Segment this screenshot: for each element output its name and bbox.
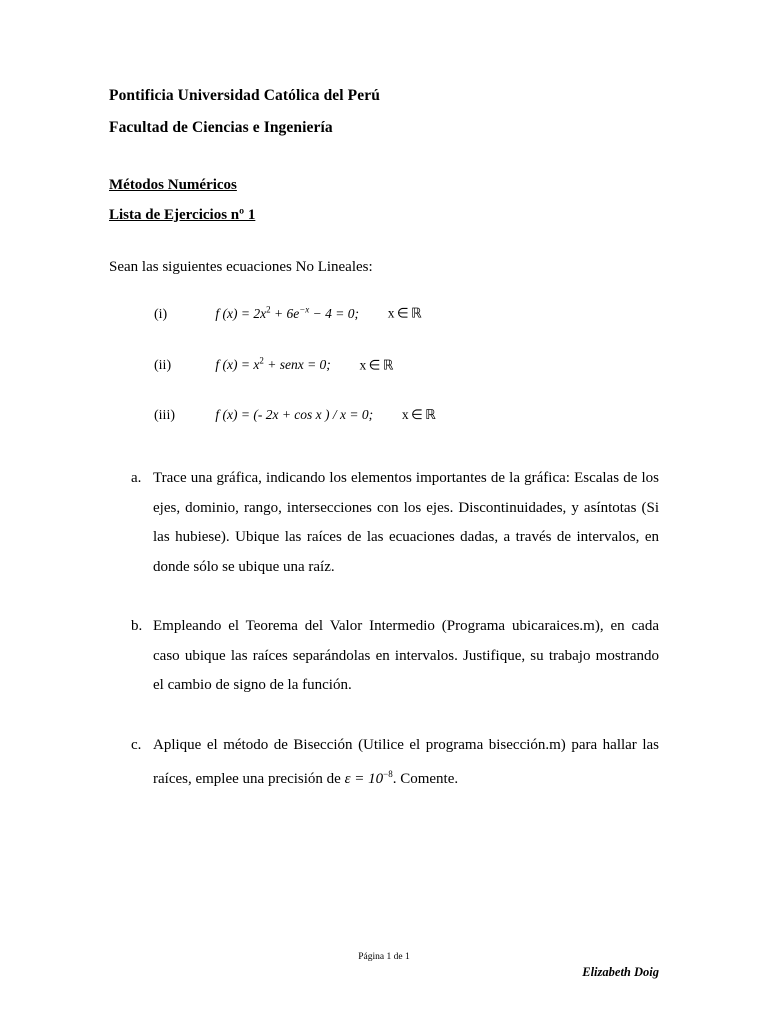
task-list (109, 464, 659, 795)
document-body (109, 80, 659, 825)
equation-expression: f $(x) = x^2$ + senx = 0; (215, 355, 331, 372)
university-name: Pontificia Universidad Católica del Perú (109, 87, 380, 104)
task-text: Empleando el Teorema del Valor Intermedio (Programa ubicaraices.m), en cada caso ubique las raíces separándolas en intervalos. Justifique, su trabajo mostrando el cambio de signo de la función. (153, 618, 659, 693)
faculty-name: Facultad de Ciencias e Ingeniería (109, 119, 333, 136)
assignment-title-line (109, 200, 659, 230)
equation-row (154, 407, 659, 424)
precision-exponent: −8 (383, 769, 393, 779)
task-text (153, 731, 659, 795)
equation-domain: x ∈ ℝ (401, 407, 436, 422)
equation-domain: x ∈ ℝ (359, 357, 393, 372)
assignment-title: Lista de Ejercicios nº 1 (109, 207, 256, 223)
equation-list (154, 304, 659, 424)
intro-paragraph: Sean las siguientes ecuaciones No Lineales: (109, 259, 373, 275)
task-marker: c. (131, 736, 142, 753)
equation-label: (iii) (154, 408, 175, 423)
task-item-c (109, 731, 659, 795)
equation-domain: x ∈ ℝ (387, 305, 422, 321)
course-title: Métodos Numéricos (109, 177, 237, 193)
precision-value: ε = 10 (344, 771, 384, 787)
equation-label: (i) (154, 306, 168, 322)
equation-row (154, 356, 659, 375)
task-text-after: . Comente. (392, 771, 459, 787)
author-signature: Elizabeth Doig (582, 965, 659, 979)
course-title-line (109, 170, 659, 200)
task-item-b (109, 612, 659, 701)
equation-expression: f $(x) = 2x^2 + 6e^{-x} - 4 = 0$; (215, 304, 359, 321)
task-text: Trace una gráfica, indicando los elementos importantes de la gráfica: Escalas de los ejes, dominio, rango, intersecciones con los ejes. Discontinuidades, y asíntotas (Si las hubiese). Ubique las raíces de las ecuaciones dadas, a través de intervalos, en donde sólo se ubique una raíz. (153, 470, 659, 575)
equation-row (154, 304, 659, 323)
equation-label: (ii) (154, 358, 172, 373)
task-marker: a. (131, 470, 142, 486)
task-marker: b. (131, 618, 143, 634)
spacer (109, 144, 659, 170)
equation-expression: f (x) = (- 2x + cos x ) / x = 0; (215, 407, 374, 422)
spacer (109, 230, 659, 252)
page-number: Página 1 de 1 (358, 952, 410, 962)
task-text-before: Aplique el método de Bisección (Utilice el programa bisección.m) para hallar las raíces, emplee una precisión de (153, 736, 659, 787)
task-item-a (109, 464, 659, 582)
